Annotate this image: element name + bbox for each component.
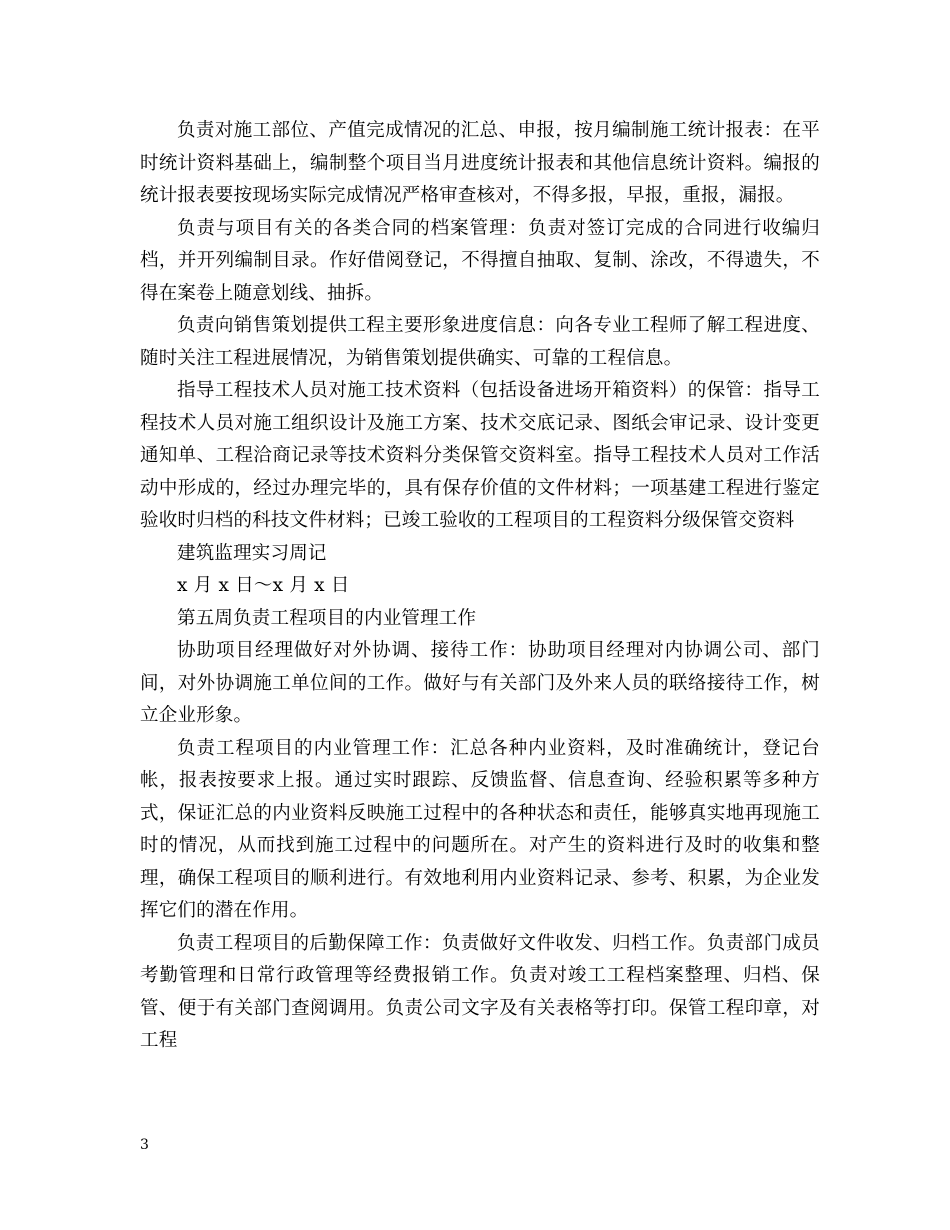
paragraph: 指导工程技术人员对施工技术资料（包括设备进场开箱资料）的保管：指导工程技术人员对施工组织设计及施工方案、技术交底记录、图纸会审记录、设计变更通知单、工程洽商记录等技术资料分类保管交资料室。指导工程技术人员对工作活动中形成的，经过办理完毕的，具有保存价值的文件材料；一项基建工程进行鉴定验收时归档的科技文件材料；已竣工验收的工程项目的工程资料分级保管交资料	[140, 380, 820, 531]
paragraph: 负责对施工部位、产值完成情况的汇总、申报，按月编制施工统计报表：在平时统计资料基础上，编制整个项目当月进度统计报表和其他信息统计资料。编报的统计报表要按现场实际完成情况严格审查核对，不得多报，早报，重报，漏报。	[140, 120, 820, 206]
paragraph: 负责工程项目的内业管理工作：汇总各种内业资料，及时准确统计，登记台帐，报表按要求上报。通过实时跟踪、反馈监督、信息查询、经验积累等多种方式，保证汇总的内业资料反映施工过程中的各种状态和责任，能够真实地再现施工时的情况，从而找到施工过程中的问题所在。对产生的资料进行及时的收集和整理，确保工程项目的顺利进行。有效地利用内业资料记录、参考、积累，为企业发挥它们的潜在作用。	[140, 737, 820, 921]
paragraph: 负责与项目有关的各类合同的档案管理：负责对签订完成的合同进行收编归档，并开列编制目录。作好借阅登记，不得擅自抽取、复制、涂改，不得遗失，不得在案卷上随意划线、抽拆。	[140, 217, 820, 304]
week-heading: 第五周负责工程项目的内业管理工作	[177, 607, 477, 629]
page-number: 3	[140, 1137, 149, 1153]
date-range: x 月 x 日～x 月 x 日	[177, 575, 350, 596]
document-body	[140, 115, 820, 1058]
section-title: 建筑监理实习周记	[177, 542, 327, 564]
paragraph: 负责工程项目的后勤保障工作：负责做好文件收发、归档工作。负责部门成员考勤管理和日常行政管理等经费报销工作。负责对竣工工程档案整理、归档、保管、便于有关部门查阅调用。负责公司文字及有关表格等打印。保管工程印章，对工程	[140, 932, 820, 1051]
paragraph: 协助项目经理做好对外协调、接待工作：协助项目经理对内协调公司、部门间，对外协调施工单位间的工作。做好与有关部门及外来人员的联络接待工作，树立企业形象。	[140, 640, 820, 726]
paragraph: 负责向销售策划提供工程主要形象进度信息：向各专业工程师了解工程进度、随时关注工程进展情况，为销售策划提供确实、可靠的工程信息。	[140, 315, 820, 369]
